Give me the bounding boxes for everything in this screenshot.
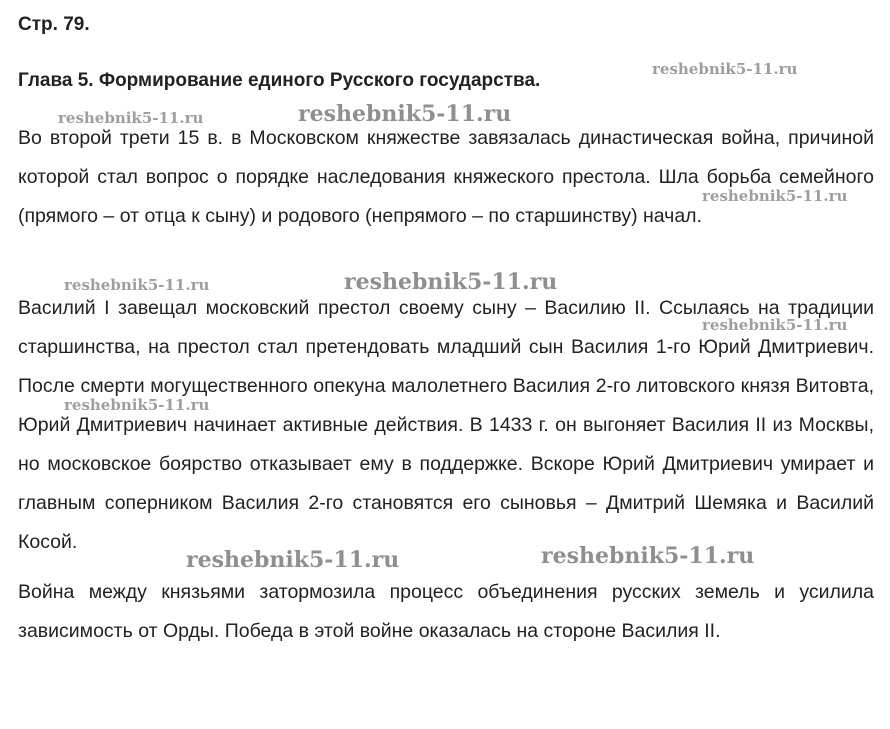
page-number: Стр. 79.: [18, 14, 90, 35]
watermark: reshebnik5-11.ru: [702, 187, 848, 205]
watermark: reshebnik5-11.ru: [702, 316, 848, 334]
watermark: reshebnik5-11.ru: [58, 109, 204, 127]
paragraph-3: Война между князьями затормозила процесс объединения русских земель и усилила зависимость от Орды. Победа в этой войне оказалась на стороне Василия II.: [18, 581, 874, 642]
paragraph-1: Во второй трети 15 в. в Московском княжестве завязалась династическая война, причиной которой стал вопрос о порядке наследования княжеского престола. Шла борьба семейного (прямого – от отца к сыну) и родового (непрямого – по старшинству) начал.: [18, 127, 874, 227]
watermark: reshebnik5-11.ru: [652, 60, 798, 78]
watermark: reshebnik5-11.ru: [541, 543, 755, 569]
watermark: reshebnik5-11.ru: [298, 101, 512, 127]
chapter-title: Глава 5. Формирование единого Русского государства.: [18, 70, 541, 91]
watermark: reshebnik5-11.ru: [186, 547, 400, 573]
paragraph-2: Василий I завещал московский престол своему сыну – Василию II. Ссылаясь на традиции старшинства, на престол стал претендовать младший сын Василия 1-го Юрий Дмитриевич. После смерти могущественного опекуна малолетнего Василия 2-го литовского князя Витовта, Юрий Дмитриевич начинает активные действия. В 1433 г. он выгоняет Василия II из Москвы, но московское боярство отказывает ему в поддержке. Вскоре Юрий Дмитриевич умирает и главным соперником Василия 2-го становятся его сыновья – Дмитрий Шемяка и Василий Косой.: [18, 297, 874, 553]
watermark: reshebnik5-11.ru: [344, 269, 558, 295]
watermark: reshebnik5-11.ru: [64, 396, 210, 414]
watermark: reshebnik5-11.ru: [64, 276, 210, 294]
